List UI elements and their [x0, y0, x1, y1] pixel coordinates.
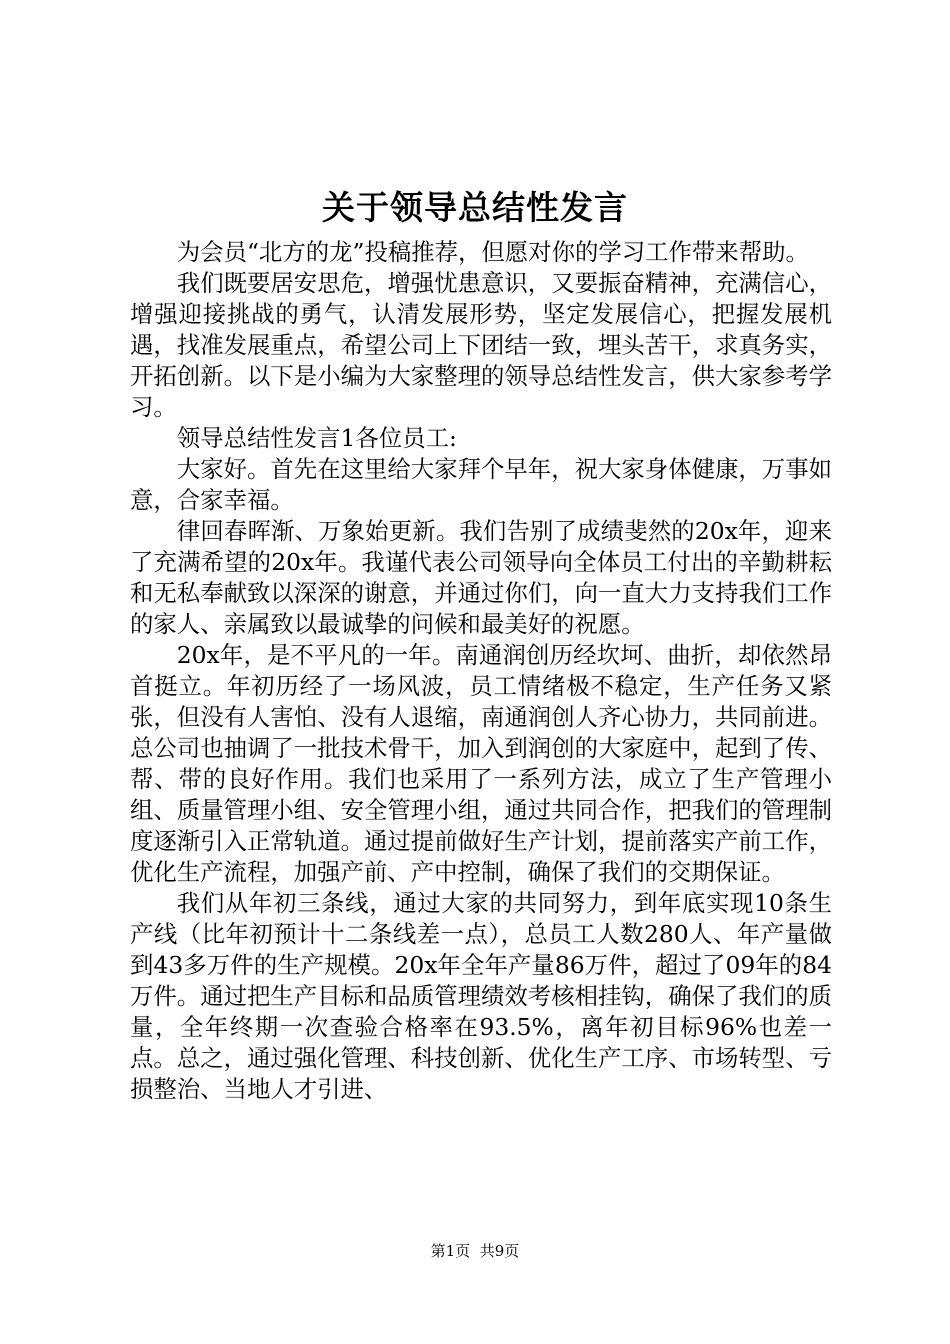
- paragraph-greeting: 大家好。首先在这里给大家拜个早年，祝大家身体健康，万事如意，合家幸福。: [130, 455, 832, 514]
- paragraph-year-review: 20x年，是不平凡的一年。南通润创历经坎坷、曲折，却依然昂首挺立。年初历经了一场风波，员工情绪极不稳定，生产任务又紧张，但没有人害怕、没有人退缩，南通润创人齐心协力，共同前进。总公司也抽调了一批技术骨干，加入到润创的大家庭中，起到了传、帮、带的良好作用。我们也采用了一系列方法，成立了生产管理小组、质量管理小组、安全管理小组，通过共同合作，把我们的管理制度逐渐引入正常轨道。通过提前做好生产计划，提前落实产前工作，优化生产流程，加强产前、产中控制，确保了我们的交期保证。: [130, 641, 832, 886]
- paragraph-heading-1: 领导总结性发言1各位员工:: [176, 424, 457, 452]
- page-number: 第1页: [430, 1242, 471, 1260]
- paragraph-intro: 为会员“北方的龙”投稿推荐，但愿对你的学习工作带来帮助。: [176, 238, 809, 266]
- document-body: [130, 237, 832, 1105]
- paragraph-thanks: 律回春晖渐、万象始更新。我们告别了成绩斐然的20x年，迎来了充满希望的20x年。我谨代表公司领导向全体员工付出的辛勤耕耘和无私奉献致以深深的谢意，并通过你们，向一直大力支持我们工作的家人、亲属致以最诚挚的问候和最美好的祝愿。: [130, 517, 832, 638]
- document-title: 关于领导总结性发言: [322, 188, 628, 227]
- paragraph-preface: 我们既要居安思危，增强忧患意识，又要振奋精神，充满信心，增强迎接挑战的勇气，认清发展形势，坚定发展信心，把握发展机遇，找准发展重点，希望公司上下团结一致，埋头苦干，求真务实，开拓创新。以下是小编为大家整理的领导总结性发言，供大家参考学习。: [130, 269, 832, 421]
- page-footer: [0, 1241, 950, 1261]
- page-total: 共9页: [479, 1242, 520, 1260]
- paragraph-production: 我们从年初三条线，通过大家的共同努力，到年底实现10条生产线（比年初预计十二条线差一点），总员工人数280人、年产量做到43多万件的生产规模。20x年全年产量86万件，超过了09年的84万件。通过把生产目标和品质管理绩效考核相挂钩，确保了我们的质量，全年终期一次查验合格率在93.5%，离年初目标96%也差一点。总之，通过强化管理、科技创新、优化生产工序、市场转型、亏损整治、当地人才引进、: [130, 889, 832, 1103]
